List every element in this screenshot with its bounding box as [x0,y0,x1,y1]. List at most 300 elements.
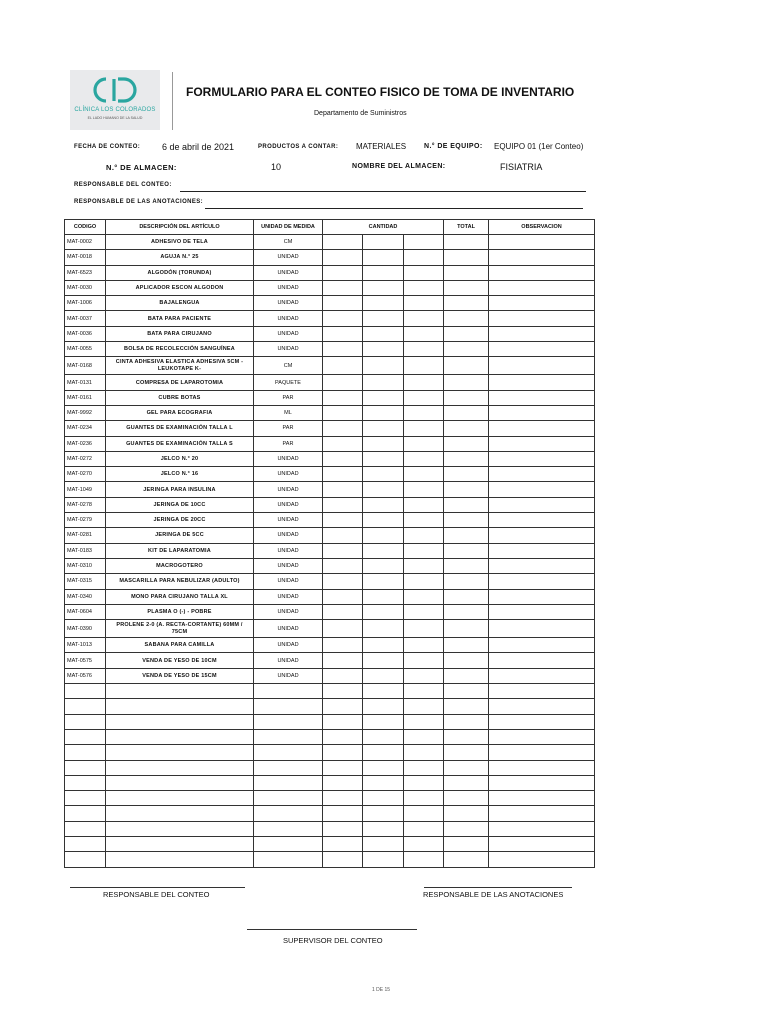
cantidad-cell-2[interactable] [363,638,404,653]
observacion-cell[interactable] [489,296,595,311]
cantidad-cell-3[interactable] [404,250,444,265]
table-row [65,497,595,512]
cantidad-cell-2[interactable] [363,421,404,436]
cantidad-cell-3[interactable] [404,604,444,619]
cantidad-cell-1[interactable] [323,280,363,295]
cantidad-cell-3[interactable] [404,699,444,714]
total-cell[interactable] [444,375,489,390]
description-cell: GUANTES DE EXAMINACIÓN TALLA L [106,421,254,436]
cantidad-cell-1[interactable] [323,467,363,482]
cantidad-cell-1[interactable] [323,235,363,250]
unit-cell[interactable] [254,745,323,760]
cantidad-cell-1[interactable] [323,760,363,775]
observacion-cell[interactable] [489,235,595,250]
cantidad-cell-1[interactable] [323,653,363,668]
observacion-cell[interactable] [489,528,595,543]
unit-cell: UNIDAD [254,497,323,512]
cantidad-cell-2[interactable] [363,775,404,790]
table-row [65,543,595,558]
total-cell[interactable] [444,638,489,653]
unit-cell: UNIDAD [254,558,323,573]
observacion-cell[interactable] [489,405,595,420]
total-cell[interactable] [444,806,489,821]
observacion-cell[interactable] [489,589,595,604]
cantidad-cell-2[interactable] [363,760,404,775]
code-cell[interactable] [65,791,106,806]
unit-cell[interactable] [254,821,323,836]
cantidad-cell-3[interactable] [404,775,444,790]
observacion-cell[interactable] [489,250,595,265]
cantidad-cell-3[interactable] [404,558,444,573]
unit-cell[interactable] [254,699,323,714]
description-cell: MACROGOTERO [106,558,254,573]
resp-anot-signature-line[interactable] [424,887,572,888]
code-cell: MAT-0183 [65,543,106,558]
description-cell[interactable] [106,791,254,806]
observacion-cell[interactable] [489,836,595,851]
code-cell[interactable] [65,714,106,729]
cantidad-cell-3[interactable] [404,497,444,512]
table-row-empty [65,714,595,729]
cantidad-cell-1[interactable] [323,513,363,528]
table-row-empty [65,745,595,760]
code-cell: MAT-0279 [65,513,106,528]
total-cell[interactable] [444,497,489,512]
cantidad-cell-3[interactable] [404,482,444,497]
cantidad-cell-2[interactable] [363,852,404,867]
cantidad-cell-3[interactable] [404,528,444,543]
cantidad-cell-1[interactable] [323,668,363,683]
total-cell[interactable] [444,265,489,280]
total-cell[interactable] [444,513,489,528]
description-cell: VENDA DE YESO DE 10CM [106,653,254,668]
unit-cell[interactable] [254,806,323,821]
cantidad-cell-2[interactable] [363,451,404,466]
cantidad-cell-3[interactable] [404,821,444,836]
observacion-cell[interactable] [489,729,595,744]
total-cell[interactable] [444,836,489,851]
observacion-cell[interactable] [489,451,595,466]
cantidad-cell-1[interactable] [323,543,363,558]
unit-cell[interactable] [254,729,323,744]
cantidad-cell-2[interactable] [363,375,404,390]
description-cell[interactable] [106,836,254,851]
cantidad-cell-3[interactable] [404,467,444,482]
cantidad-cell-1[interactable] [323,421,363,436]
cantidad-cell-1[interactable] [323,589,363,604]
unit-cell[interactable] [254,852,323,867]
table-row [65,326,595,341]
cantidad-cell-2[interactable] [363,390,404,405]
observacion-cell[interactable] [489,638,595,653]
observacion-cell[interactable] [489,311,595,326]
cantidad-cell-1[interactable] [323,250,363,265]
observacion-cell[interactable] [489,265,595,280]
cantidad-cell-2[interactable] [363,265,404,280]
observacion-cell[interactable] [489,558,595,573]
cantidad-cell-3[interactable] [404,280,444,295]
table-row [65,342,595,357]
cantidad-cell-2[interactable] [363,326,404,341]
observacion-cell[interactable] [489,791,595,806]
cantidad-cell-2[interactable] [363,311,404,326]
cantidad-cell-1[interactable] [323,699,363,714]
observacion-cell[interactable] [489,342,595,357]
cantidad-cell-1[interactable] [323,497,363,512]
observacion-cell[interactable] [489,497,595,512]
total-cell[interactable] [444,436,489,451]
cantidad-cell-1[interactable] [323,821,363,836]
description-cell: PLASMA O (-) - POBRE [106,604,254,619]
total-cell[interactable] [444,604,489,619]
cantidad-cell-2[interactable] [363,668,404,683]
observacion-cell[interactable] [489,745,595,760]
cantidad-cell-1[interactable] [323,684,363,699]
cantidad-cell-3[interactable] [404,296,444,311]
observacion-cell[interactable] [489,714,595,729]
observacion-cell[interactable] [489,513,595,528]
description-cell[interactable] [106,729,254,744]
description-cell[interactable] [106,852,254,867]
header-unidad: UNIDAD DE MEDIDA [254,220,323,235]
total-cell[interactable] [444,543,489,558]
cantidad-cell-3[interactable] [404,574,444,589]
cantidad-cell-1[interactable] [323,574,363,589]
cantidad-cell-3[interactable] [404,235,444,250]
cantidad-cell-3[interactable] [404,653,444,668]
description-cell[interactable] [106,684,254,699]
total-cell[interactable] [444,699,489,714]
cantidad-cell-2[interactable] [363,684,404,699]
cantidad-cell-2[interactable] [363,405,404,420]
total-cell[interactable] [444,482,489,497]
cantidad-cell-2[interactable] [363,589,404,604]
cantidad-cell-1[interactable] [323,604,363,619]
total-cell[interactable] [444,653,489,668]
observacion-cell[interactable] [489,699,595,714]
code-cell: MAT-0390 [65,620,106,638]
cantidad-cell-1[interactable] [323,836,363,851]
clinic-name: CLÍNICA LOS COLORADOS [74,107,156,113]
cantidad-cell-2[interactable] [363,604,404,619]
cantidad-cell-1[interactable] [323,714,363,729]
total-cell[interactable] [444,528,489,543]
cantidad-cell-2[interactable] [363,836,404,851]
description-cell[interactable] [106,699,254,714]
code-cell[interactable] [65,821,106,836]
cantidad-cell-3[interactable] [404,375,444,390]
unit-cell[interactable] [254,775,323,790]
observacion-cell[interactable] [489,775,595,790]
total-cell[interactable] [444,326,489,341]
fecha-label: FECHA DE CONTEO: [74,144,141,150]
cantidad-cell-1[interactable] [323,806,363,821]
observacion-cell[interactable] [489,390,595,405]
observacion-cell[interactable] [489,684,595,699]
cantidad-cell-2[interactable] [363,791,404,806]
cantidad-cell-3[interactable] [404,390,444,405]
description-cell: COMPRESA DE LAPAROTOMIA [106,375,254,390]
clinic-logo-mark [92,76,138,104]
fecha-value: 6 de abril de 2021 [162,142,235,152]
total-cell[interactable] [444,775,489,790]
resp-conteo-line[interactable] [180,191,586,192]
cantidad-cell-3[interactable] [404,357,444,375]
table-row [65,451,595,466]
description-cell: AGUJA N.° 25 [106,250,254,265]
cantidad-cell-1[interactable] [323,528,363,543]
cantidad-cell-2[interactable] [363,528,404,543]
total-cell[interactable] [444,405,489,420]
supervisor-signature-label: SUPERVISOR DEL CONTEO [283,936,383,945]
total-cell[interactable] [444,235,489,250]
description-cell[interactable] [106,745,254,760]
total-cell[interactable] [444,558,489,573]
code-cell[interactable] [65,852,106,867]
total-cell[interactable] [444,357,489,375]
total-cell[interactable] [444,390,489,405]
cantidad-cell-2[interactable] [363,574,404,589]
cantidad-cell-3[interactable] [404,311,444,326]
cantidad-cell-1[interactable] [323,436,363,451]
cantidad-cell-1[interactable] [323,620,363,638]
cantidad-cell-1[interactable] [323,326,363,341]
cantidad-cell-2[interactable] [363,558,404,573]
code-cell: MAT-1049 [65,482,106,497]
cantidad-cell-3[interactable] [404,760,444,775]
cantidad-cell-2[interactable] [363,497,404,512]
total-cell[interactable] [444,280,489,295]
cantidad-cell-1[interactable] [323,375,363,390]
table-row [65,296,595,311]
total-cell[interactable] [444,574,489,589]
unit-cell[interactable] [254,714,323,729]
unit-cell: UNIDAD [254,451,323,466]
unit-cell: UNIDAD [254,467,323,482]
unit-cell: UNIDAD [254,326,323,341]
cantidad-cell-2[interactable] [363,821,404,836]
total-cell[interactable] [444,821,489,836]
code-cell[interactable] [65,729,106,744]
total-cell[interactable] [444,684,489,699]
code-cell: MAT-0168 [65,357,106,375]
observacion-cell[interactable] [489,280,595,295]
description-cell[interactable] [106,714,254,729]
cantidad-cell-3[interactable] [404,543,444,558]
total-cell[interactable] [444,714,489,729]
resp-anot-line[interactable] [205,208,583,209]
code-cell: MAT-0278 [65,497,106,512]
cantidad-cell-3[interactable] [404,806,444,821]
resp-conteo-label: RESPONSABLE DEL CONTEO: [74,182,172,188]
cantidad-cell-1[interactable] [323,342,363,357]
total-cell[interactable] [444,467,489,482]
cantidad-cell-1[interactable] [323,852,363,867]
total-cell[interactable] [444,451,489,466]
observacion-cell[interactable] [489,604,595,619]
cantidad-cell-3[interactable] [404,791,444,806]
cantidad-cell-2[interactable] [363,745,404,760]
cantidad-cell-2[interactable] [363,357,404,375]
description-cell[interactable] [106,775,254,790]
observacion-cell[interactable] [489,375,595,390]
cantidad-cell-2[interactable] [363,482,404,497]
cantidad-cell-3[interactable] [404,638,444,653]
cantidad-cell-2[interactable] [363,714,404,729]
resp-conteo-signature-line[interactable] [70,887,245,888]
cantidad-cell-1[interactable] [323,558,363,573]
cantidad-cell-1[interactable] [323,482,363,497]
code-cell[interactable] [65,806,106,821]
observacion-cell[interactable] [489,668,595,683]
unit-cell[interactable] [254,684,323,699]
total-cell[interactable] [444,729,489,744]
unit-cell: ML [254,405,323,420]
cantidad-cell-2[interactable] [363,729,404,744]
cantidad-cell-3[interactable] [404,265,444,280]
cantidad-cell-3[interactable] [404,852,444,867]
header-observacion: OBSERVACION [489,220,595,235]
description-cell: CINTA ADHESIVA ELASTICA ADHESIVA 5CM -LEUKOTAPE K- [106,357,254,375]
description-cell: ADHESIVO DE TELA [106,235,254,250]
code-cell: MAT-0340 [65,589,106,604]
observacion-cell[interactable] [489,653,595,668]
cantidad-cell-2[interactable] [363,296,404,311]
cantidad-cell-2[interactable] [363,235,404,250]
observacion-cell[interactable] [489,620,595,638]
unit-cell: UNIDAD [254,342,323,357]
cantidad-cell-3[interactable] [404,668,444,683]
observacion-cell[interactable] [489,760,595,775]
code-cell: MAT-0055 [65,342,106,357]
cantidad-cell-3[interactable] [404,451,444,466]
cantidad-cell-2[interactable] [363,250,404,265]
code-cell[interactable] [65,745,106,760]
equipo-value: EQUIPO 01 (1er Conteo) [494,142,584,151]
total-cell[interactable] [444,250,489,265]
cantidad-cell-1[interactable] [323,390,363,405]
unit-cell[interactable] [254,760,323,775]
cantidad-cell-1[interactable] [323,745,363,760]
cantidad-cell-1[interactable] [323,405,363,420]
supervisor-signature-line[interactable] [247,929,417,930]
observacion-cell[interactable] [489,482,595,497]
code-cell[interactable] [65,699,106,714]
description-cell: APLICADOR ESCON ALGODON [106,280,254,295]
code-cell[interactable] [65,684,106,699]
cantidad-cell-1[interactable] [323,775,363,790]
observacion-cell[interactable] [489,467,595,482]
description-cell: JERINGA DE 10CC [106,497,254,512]
total-cell[interactable] [444,589,489,604]
cantidad-cell-1[interactable] [323,791,363,806]
code-cell[interactable] [65,836,106,851]
code-cell: MAT-0281 [65,528,106,543]
cantidad-cell-3[interactable] [404,745,444,760]
total-cell[interactable] [444,342,489,357]
code-cell[interactable] [65,760,106,775]
cantidad-cell-2[interactable] [363,436,404,451]
table-row [65,405,595,420]
cantidad-cell-1[interactable] [323,729,363,744]
observacion-cell[interactable] [489,326,595,341]
total-cell[interactable] [444,745,489,760]
total-cell[interactable] [444,296,489,311]
observacion-cell[interactable] [489,421,595,436]
cantidad-cell-3[interactable] [404,589,444,604]
total-cell[interactable] [444,311,489,326]
unit-cell[interactable] [254,791,323,806]
table-row [65,638,595,653]
observacion-cell[interactable] [489,357,595,375]
cantidad-cell-2[interactable] [363,699,404,714]
description-cell[interactable] [106,806,254,821]
cantidad-cell-3[interactable] [404,513,444,528]
code-cell: MAT-0234 [65,421,106,436]
table-row [65,280,595,295]
cantidad-cell-2[interactable] [363,653,404,668]
cantidad-cell-2[interactable] [363,467,404,482]
cantidad-cell-3[interactable] [404,436,444,451]
cantidad-cell-3[interactable] [404,729,444,744]
cantidad-cell-1[interactable] [323,357,363,375]
description-cell[interactable] [106,821,254,836]
cantidad-cell-3[interactable] [404,326,444,341]
total-cell[interactable] [444,852,489,867]
observacion-cell[interactable] [489,436,595,451]
cantidad-cell-3[interactable] [404,421,444,436]
cantidad-cell-2[interactable] [363,806,404,821]
cantidad-cell-3[interactable] [404,836,444,851]
cantidad-cell-2[interactable] [363,342,404,357]
cantidad-cell-1[interactable] [323,265,363,280]
page-number: 1 DE 15 [372,987,391,993]
cantidad-cell-1[interactable] [323,638,363,653]
cantidad-cell-2[interactable] [363,513,404,528]
code-cell: MAT-0576 [65,668,106,683]
total-cell[interactable] [444,760,489,775]
table-row [65,653,595,668]
cantidad-cell-3[interactable] [404,714,444,729]
cantidad-cell-2[interactable] [363,280,404,295]
description-cell[interactable] [106,760,254,775]
cantidad-cell-1[interactable] [323,296,363,311]
cantidad-cell-1[interactable] [323,451,363,466]
cantidad-cell-2[interactable] [363,543,404,558]
total-cell[interactable] [444,791,489,806]
unit-cell[interactable] [254,836,323,851]
code-cell[interactable] [65,775,106,790]
observacion-cell[interactable] [489,574,595,589]
resp-conteo-signature-label: RESPONSABLE DEL CONTEO [103,890,210,899]
observacion-cell[interactable] [489,852,595,867]
observacion-cell[interactable] [489,821,595,836]
observacion-cell[interactable] [489,543,595,558]
total-cell[interactable] [444,668,489,683]
cantidad-cell-3[interactable] [404,342,444,357]
description-cell: CUBRE BOTAS [106,390,254,405]
cantidad-cell-3[interactable] [404,405,444,420]
description-cell: JERINGA DE 5CC [106,528,254,543]
code-cell: MAT-0036 [65,326,106,341]
observacion-cell[interactable] [489,806,595,821]
total-cell[interactable] [444,421,489,436]
cantidad-cell-1[interactable] [323,311,363,326]
cantidad-cell-3[interactable] [404,684,444,699]
cantidad-cell-2[interactable] [363,620,404,638]
total-cell[interactable] [444,620,489,638]
cantidad-cell-3[interactable] [404,620,444,638]
